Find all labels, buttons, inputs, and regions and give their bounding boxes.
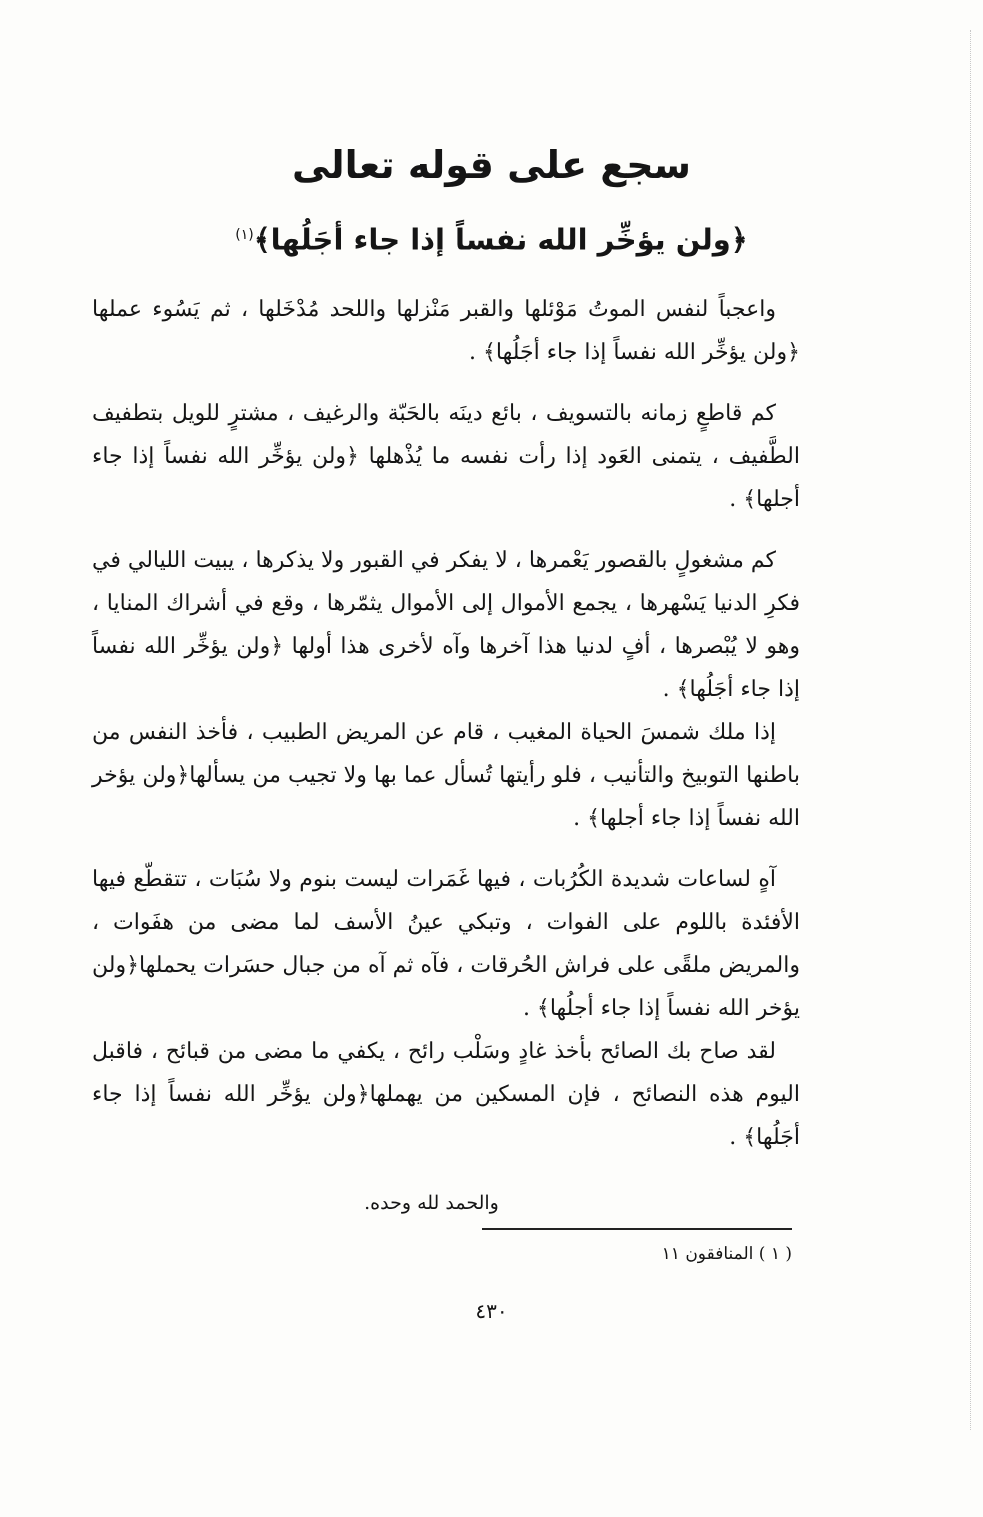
paragraph-2 <box>92 392 800 521</box>
paragraph-text: كم قاطعٍ زمانه بالتسويف ، بائع دينَه بالحَبّة والرغيف ، مشترٍ للويل بتطفيف الطَّفيف ، يتمنى العَود إذا رأت نفسه ما يُذْهلها ﴿ولن يؤخِّر الله نفساً إذا جاء أجلها﴾ . <box>92 401 800 512</box>
subtitle-verse-text: ﴿ولن يؤخِّر الله نفساً إذا جاء أجَلُها﴾ <box>253 222 748 257</box>
page-number: ٤٣٠ <box>475 1299 508 1323</box>
paragraph-text: إذا ملك شمسَ الحياة المغيب ، قام عن المريض الطبيب ، فأخذ النفس من باطنها التوبيخ والتأنيب ، فلو رأيتها تُسأل عما بها ولا تجيب من يسألها﴿ولن يؤخر الله نفساً إذا جاء أجلها﴾ . <box>92 720 800 831</box>
footnote-divider <box>482 1228 792 1230</box>
footnote: ( ١ ) المنافقون ١١ <box>661 1244 792 1264</box>
paragraph-text: آهٍ لساعات شديدة الكُرُبات ، فيها غَمَرات ليست بنوم ولا سُبَات ، تتقطّع فيها الأفئدة باللوم على الفوات ، وتبكي عينُ الأسف لما مضى من هفَوات ، والمريض ملقًى على فراش الحُرقات ، فآه ثم آه من جبال حسَرات يحملها﴿ولن يؤخر الله نفساً إذا جاء أجلُها﴾ . <box>92 867 800 1021</box>
footnote-reference: (١) <box>235 227 254 243</box>
closing-line <box>0 1188 983 1218</box>
page-title: سجع على قوله تعالى <box>291 143 692 187</box>
page-subtitle-verse <box>0 212 983 263</box>
closing-text: والحمد لله وحده. <box>364 1192 499 1214</box>
paragraph-text: لقد صاح بك الصائح بأخذ غادٍ وسَلْب رائح ، يكفي ما مضى من قبائح ، فاقبل اليوم هذه النصائح ، فإن المسكين من يهملها﴿ولن يؤخِّر الله نفساً إذا جاء أجَلُها﴾ . <box>92 1039 800 1150</box>
paragraph-4 <box>92 711 800 840</box>
paragraph-3 <box>92 539 800 711</box>
paragraph-text: واعجباً لنفس الموتُ مَوْئلها والقبر مَنْزلها واللحد مُدْخَلها ، ثم يَسُوء عملها ﴿ولن يؤخِّر الله نفساً إذا جاء أجَلُها﴾ . <box>92 297 800 365</box>
paragraph-5 <box>92 858 800 1030</box>
paragraph-6 <box>92 1030 800 1159</box>
paragraph-1 <box>92 288 800 374</box>
body-text <box>92 288 800 1159</box>
paragraph-text: كم مشغولٍ بالقصور يَعْمرها ، لا يفكر في القبور ولا يذكرها ، يبيت الليالي في فكرِ الدنيا يَسْهرها ، يجمع الأموال إلى الأموال يثمّرها ، وقع في أشراك المنايا ، وهو لا يُبْصرها ، أفٍ لدنيا هذا آخرها وآه لأخرى هذا أولها ﴿ولن يؤخِّر الله نفساً إذا جاء أجَلُها﴾ . <box>92 548 800 702</box>
